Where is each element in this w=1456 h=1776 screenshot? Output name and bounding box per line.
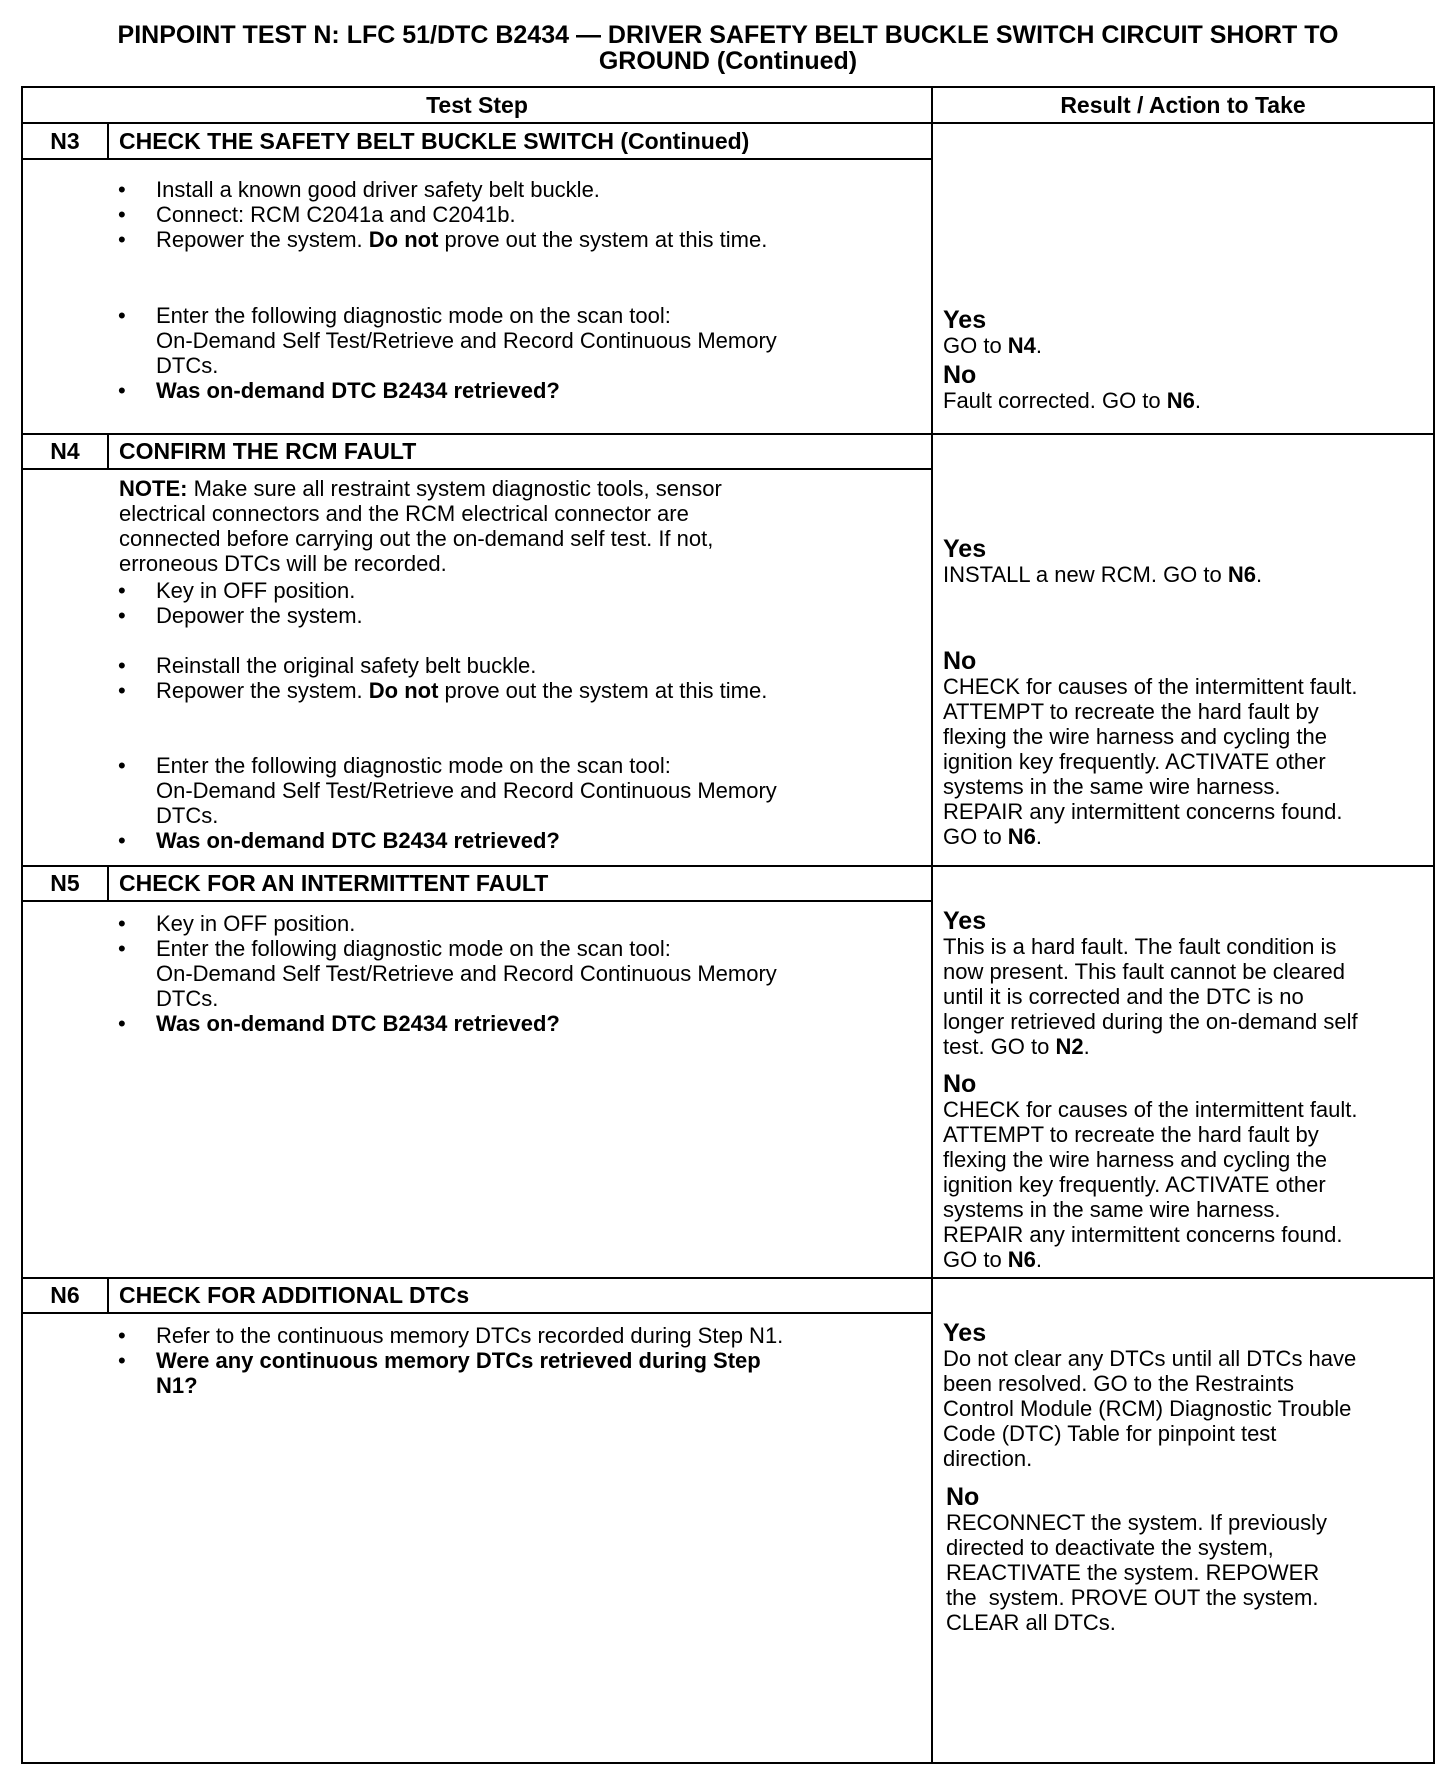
page-title-line-2: GROUND (Continued) <box>598 47 858 75</box>
n3-question: Was on-demand DTC B2434 retrieved? <box>156 378 560 403</box>
bullet: • <box>118 303 126 328</box>
n4-question: Was on-demand DTC B2434 retrieved? <box>156 828 560 853</box>
bullet: • <box>118 1348 126 1373</box>
n4-no-label: No <box>943 647 977 675</box>
n4-yes-label: Yes <box>943 535 987 563</box>
n5-question: Was on-demand DTC B2434 retrieved? <box>156 1011 560 1036</box>
bullet: • <box>118 1323 126 1348</box>
n5-id-separator <box>107 865 109 900</box>
n6-question: Were any continuous memory DTCs retrieved during Step N1? <box>156 1348 761 1398</box>
bullet: • <box>118 227 126 252</box>
bullet: • <box>118 202 126 227</box>
step-id-n3: N3 <box>50 128 80 154</box>
n5-instruction-2: Enter the following diagnostic mode on the scan tool: On-Demand Self Test/Retrieve and Record Continuous Memory DTCs. <box>156 936 777 1011</box>
n5-title-divider <box>23 900 931 902</box>
n4-id-separator <box>107 433 109 468</box>
bullet: • <box>118 753 126 778</box>
n3-yes-action: GO to N4. <box>943 333 1043 358</box>
bullet: • <box>118 1011 126 1036</box>
n5-yes-action: This is a hard fault. The fault condition is now present. This fault cannot be cleared until it is corrected and the DTC is no longer retrieved during the on-demand self test. GO to N2. <box>943 934 1358 1059</box>
step-title-n5: CHECK FOR AN INTERMITTENT FAULT <box>119 870 549 896</box>
bullet: • <box>118 578 126 603</box>
n4-instruction-4: Repower the system. Do not prove out the system at this time. <box>156 678 768 703</box>
n6-id-separator <box>107 1277 109 1312</box>
n3-instruction-2: Connect: RCM C2041a and C2041b. <box>156 202 516 227</box>
n4-instruction-2: Depower the system. <box>156 603 363 628</box>
n4-instruction-1: Key in OFF position. <box>156 578 356 603</box>
n3-id-separator <box>107 122 109 158</box>
n6-no-label: No <box>946 1483 980 1511</box>
bullet: • <box>118 828 126 853</box>
n5-no-action: CHECK for causes of the intermittent fault. ATTEMPT to recreate the hard fault by flexing the wire harness and cycling the ignition key frequently. ACTIVATE other systems in the same wire harness. REPAIR any intermittent concerns found. GO to N6. <box>943 1097 1358 1272</box>
n4-title-divider <box>23 468 931 470</box>
n4-instruction-3: Reinstall the original safety belt buckle. <box>156 653 537 678</box>
step-id-n5: N5 <box>50 870 80 896</box>
page-title <box>0 22 1456 74</box>
step-title-n6: CHECK FOR ADDITIONAL DTCs <box>119 1282 470 1308</box>
bullet: • <box>118 603 126 628</box>
n6-instruction-1: Refer to the continuous memory DTCs recorded during Step N1. <box>156 1323 784 1348</box>
column-divider <box>931 88 933 1762</box>
step-title-n4: CONFIRM THE RCM FAULT <box>119 438 417 464</box>
n4-no-action: CHECK for causes of the intermittent fault. ATTEMPT to recreate the hard fault by flexing the wire harness and cycling the ignition key frequently. ACTIVATE other systems in the same wire harness. REPAIR any intermittent concerns found. GO to N6. <box>943 674 1358 849</box>
n3-no-action: Fault corrected. GO to N6. <box>943 388 1201 413</box>
step-id-n6: N6 <box>50 1282 80 1308</box>
header-result-action: Result / Action to Take <box>1060 92 1306 118</box>
bullet: • <box>118 653 126 678</box>
step-title-n3: CHECK THE SAFETY BELT BUCKLE SWITCH (Continued) <box>119 128 750 154</box>
n3-no-label: No <box>943 361 977 389</box>
n6-title-divider <box>23 1312 931 1314</box>
n3-instruction-3: Repower the system. Do not prove out the system at this time. <box>156 227 768 252</box>
step-id-n4: N4 <box>50 438 80 464</box>
n4-yes-action: INSTALL a new RCM. GO to N6. <box>943 562 1263 587</box>
bullet: • <box>118 911 126 936</box>
bullet: • <box>118 936 126 961</box>
n5-yes-label: Yes <box>943 907 987 935</box>
n5-instruction-1: Key in OFF position. <box>156 911 356 936</box>
n4-note: NOTE: Make sure all restraint system diagnostic tools, sensor electrical connectors and the RCM electrical connector are connected before carrying out the on-demand self test. If not, erroneous DTCs will be recorded. <box>119 476 722 576</box>
n3-instruction-4: Enter the following diagnostic mode on the scan tool: On-Demand Self Test/Retrieve and Record Continuous Memory DTCs. <box>156 303 777 378</box>
n3-instruction-1: Install a known good driver safety belt buckle. <box>156 177 600 202</box>
n6-yes-label: Yes <box>943 1319 987 1347</box>
header-test-step: Test Step <box>426 92 528 118</box>
n3-title-divider <box>23 158 931 160</box>
page-title-line-1: PINPOINT TEST N: LFC 51/DTC B2434 — DRIVER SAFETY BELT BUCKLE SWITCH CIRCUIT SHORT TO <box>117 21 1339 49</box>
n6-no-action: RECONNECT the system. If previously directed to deactivate the system, REACTIVATE the system. REPOWER the system. PROVE OUT the system. CLEAR all DTCs. <box>946 1510 1328 1635</box>
bullet: • <box>118 177 126 202</box>
n4-instruction-5: Enter the following diagnostic mode on the scan tool: On-Demand Self Test/Retrieve and Record Continuous Memory DTCs. <box>156 753 777 828</box>
n3-yes-label: Yes <box>943 306 987 334</box>
pinpoint-test-table <box>21 86 1435 1764</box>
n5-no-label: No <box>943 1070 977 1098</box>
bullet: • <box>118 378 126 403</box>
n6-yes-action: Do not clear any DTCs until all DTCs have been resolved. GO to the Restraints Control Module (RCM) Diagnostic Trouble Code (DTC) Table for pinpoint test direction. <box>943 1346 1357 1471</box>
bullet: • <box>118 678 126 703</box>
